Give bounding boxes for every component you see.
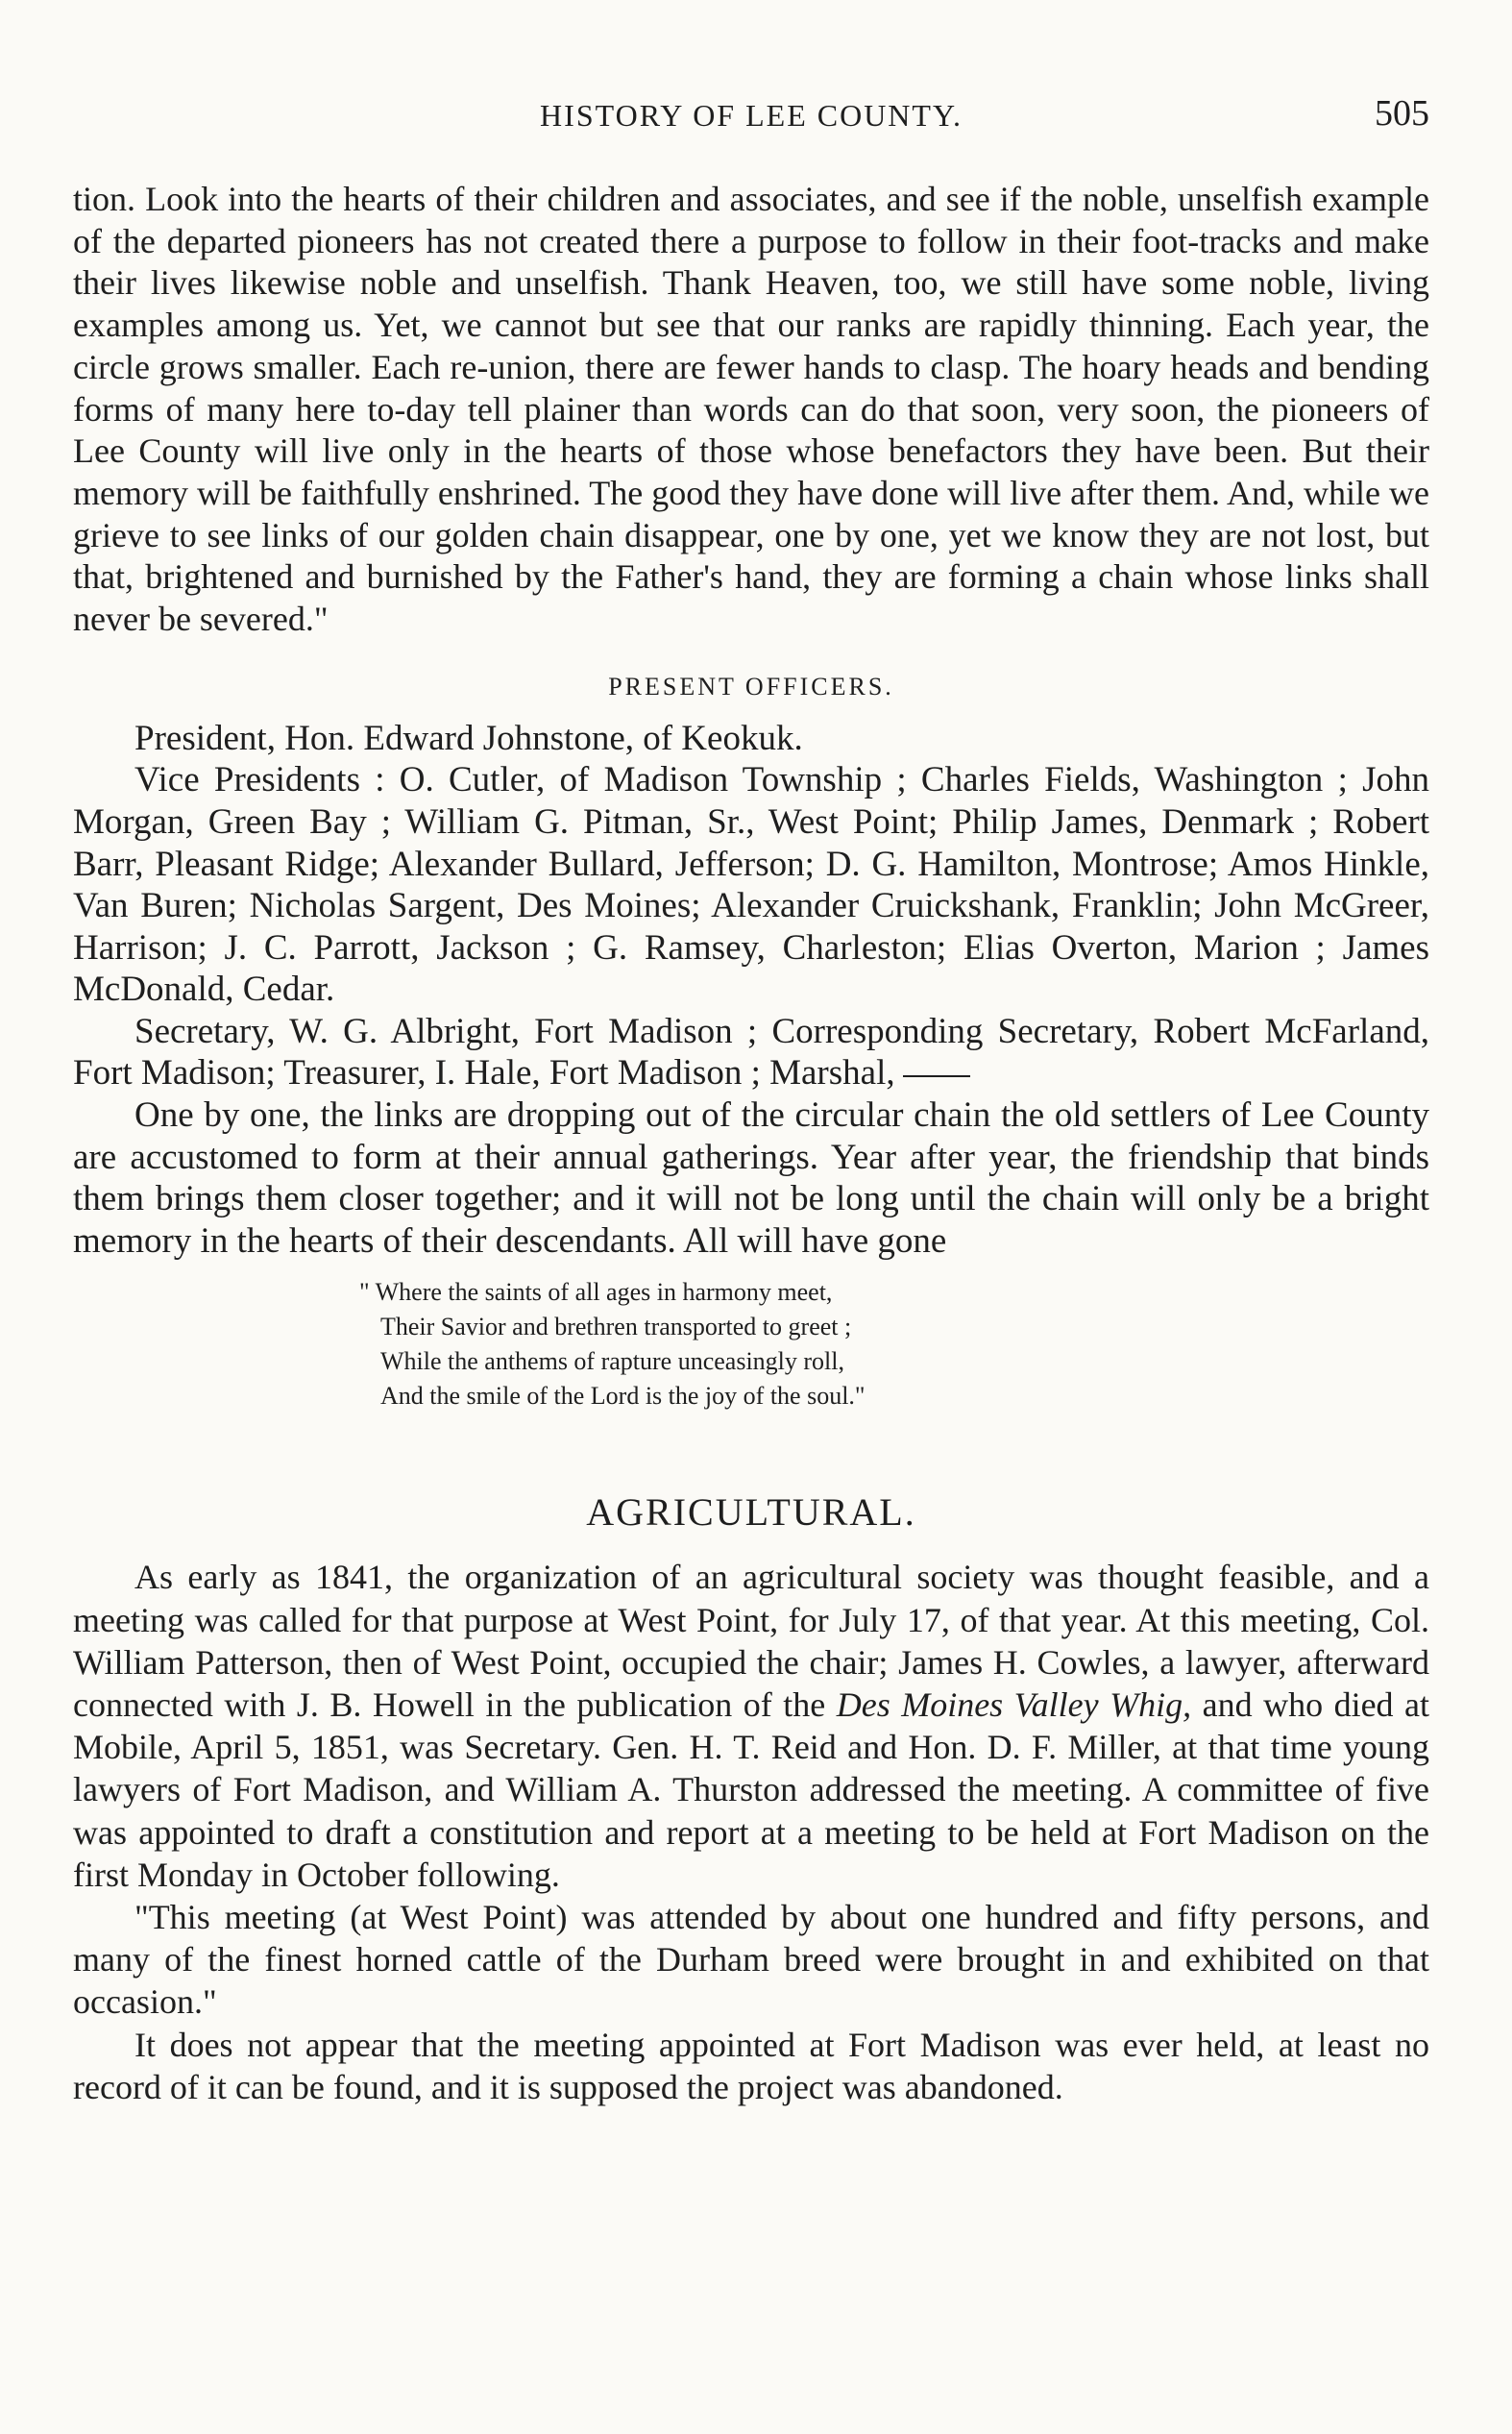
page-number: 505 [1375,93,1429,134]
poem-line-2: Their Savior and brethren transported to greet ; [380,1313,852,1341]
poem-line-1: " Where the saints of all ages in harmony meet, [359,1278,833,1307]
marshal-dash [903,1075,970,1077]
poem-quote [359,1275,1429,1414]
poem-line-4: And the smile of the Lord is the joy of the soul." [380,1382,866,1411]
page-body [73,179,1429,2108]
agricultural-title: AGRICULTURAL. [586,1490,916,1535]
newspaper-title: Des Moines Valley Whig, [836,1685,1192,1725]
poem-line-3: While the anthems of rapture unceasingly roll, [380,1347,845,1376]
secretary-text: Secretary, W. G. Albright, Fort Madison ; Corresponding Secretary, Robert McFarland, Fort Madison; Treasurer, I. Hale, Fort Madison ; Marshal, [73,1011,1429,1094]
running-head: HISTORY OF LEE COUNTY. [540,98,963,133]
officers-section [73,718,1429,1263]
secretary-paragraph [73,1011,1429,1094]
president-line: President, Hon. Edward Johnstone, of Keokuk. [134,718,803,758]
agri-p1-after: and who died at Mobile, April 5, 1851, was Secretary. Gen. H. T. Reid and Hon. D. F. Miller, at that time young lawyers of Fort Madison, and William A. Thurston addressed the meeting. A committee of five was appointed to draft a constitution and report at a meeting to be held at Fort Madison on the first Monday in October following. [73,1685,1430,1894]
agricultural-paragraph-2: "This meeting (at West Point) was attended by about one hundred and fifty persons, and many of the finest horned cattle of the Durham breed were brought in and exhibited on that occasion." [73,1898,1429,2022]
officers-heading: PRESENT OFFICERS. [608,672,894,701]
vice-presidents-paragraph: Vice Presidents : O. Cutler, of Madison Township ; Charles Fields, Washington ; John Morgan, Green Bay ; William G. Pitman, Sr., West Point; Philip James, Denmark ; Robert Barr, Pleasant Ridge; Alexander Bullard, Jefferson; D. G. Hamilton, Montrose; Amos Hinkle, Van Buren; Nicholas Sargent, Des Moines; Alexander Cruickshank, Franklin; John McGreer, Harrison; J. C. Parrott, Jackson ; G. Ramsey, Charleston; Elias Overton, Marion ; James McDonald, Cedar. [73,760,1429,1010]
speech-paragraph: tion. Look into the hearts of their children and associates, and see if the noble, unselfish example of the departed pioneers has not created there a purpose to follow in their foot-tracks and make their lives likewise noble and unselfish. Thank Heaven, too, we still have some noble, living examples among us. Yet, we cannot but see that our ranks are rapidly thinning. Each year, the circle grows smaller. Each re-union, there are fewer hands to clasp. The hoary heads and bending forms of many here to-day tell plainer than words can do that soon, very soon, the pioneers of Lee County will live only in the hearts of those whose benefactors they have been. But their memory will be faithfully enshrined. The good they have done will live after them. And, while we grieve to see links of our golden chain disappear, one by one, yet we know they are not lost, but that, brightened and burnished by the Father's hand, they are forming a chain whose links shall never be severed." [73,180,1429,639]
closing-paragraph: One by one, the links are dropping out of the circular chain the old settlers of Lee County are accustomed to form at their annual gatherings. Year after year, the friendship that binds them brings them closer together; and it will not be long until the chain will only be a bright memory in the hearts of their descendants. All will have gone [73,1095,1429,1261]
agricultural-paragraph-3: It does not appear that the meeting appointed at Fort Madison was ever held, at least no record of it can be found, and it is supposed the project was abandoned. [73,2025,1429,2106]
page-header [73,88,1429,142]
agricultural-section [73,1556,1429,2108]
agricultural-paragraph-1 [73,1556,1429,1896]
agri-p1-before: As early as 1841, the organization of an agricultural society was thought feasible, and a meeting was called for that purpose at West Point, for July 17, of that year. At this meeting, Col. William Patterson, then of West Point, occupied the chair; James H. Cowles, a lawyer, afterward connected with J. B. Howell in the publication of the [73,1558,1429,1725]
